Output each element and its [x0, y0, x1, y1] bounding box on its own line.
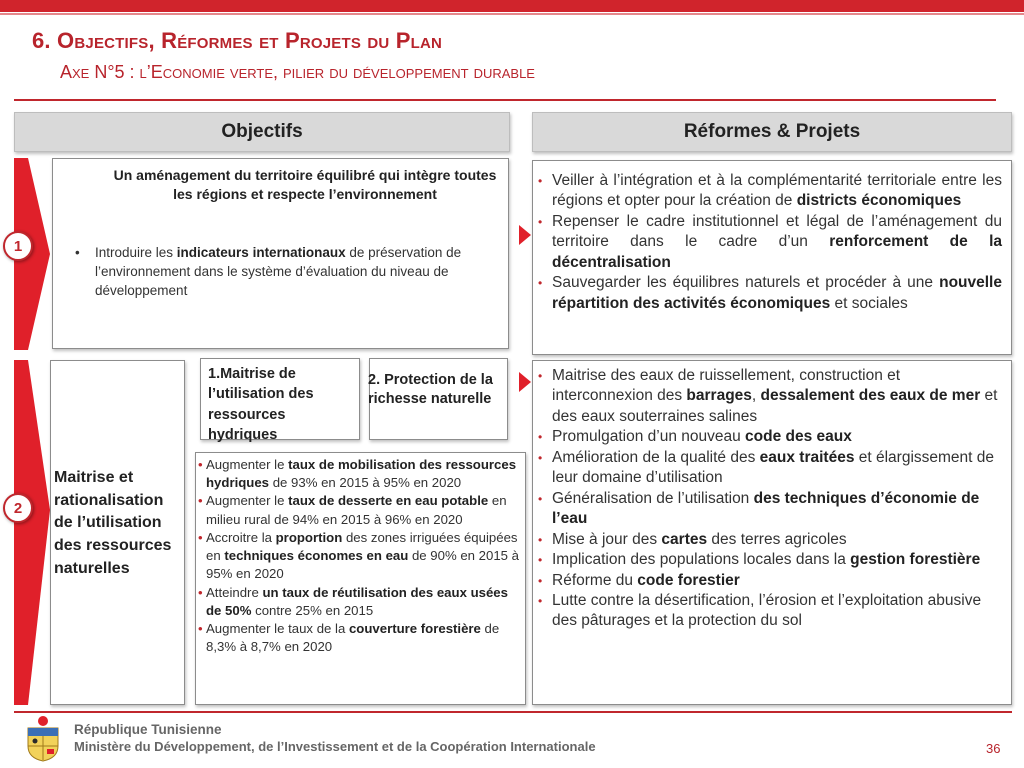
- section2-reform-item: • Lutte contre la désertification, l’érosion et l’exploitation abusive des pâturages et la protection du sol: [538, 591, 982, 630]
- bullet-dot-icon: •: [538, 369, 543, 383]
- s1-bullet-bold: indicateurs internationaux: [176, 245, 346, 260]
- sub-objective-1: 1.Maitrise de l’utilisation des ressources hydriques: [208, 366, 314, 443]
- section2-reform-item: • Promulgation d’un nouveau code des eaux: [538, 427, 1002, 447]
- bullet-dot-icon: •: [538, 174, 543, 188]
- page-title: 6. Objectifs, Réformes et Projets du Plan: [32, 28, 443, 53]
- section2-arrow-icon: [519, 372, 531, 392]
- target-item: • Augmenter le taux de la couverture forestière de 8,3% à 8,7% en 2020: [198, 620, 500, 655]
- objectifs-header: Objectifs: [14, 112, 510, 152]
- bullet-dot-icon: •: [198, 457, 203, 472]
- bullet-dot-icon: •: [198, 529, 203, 545]
- s1-bullet-post: de préservation de l’environnement dans le système d’évaluation du niveau de développement: [95, 245, 462, 298]
- bullet-dot-icon: •: [538, 450, 543, 465]
- footer-republic: République Tunisienne: [74, 722, 222, 737]
- bullet-dot-icon: •: [538, 593, 543, 608]
- section1-arrow-icon: [519, 225, 531, 245]
- sub-objective-2: 2. Protection de la richesse naturelle: [368, 372, 493, 407]
- bullet-dot-icon: •: [538, 276, 543, 291]
- section1-reform-item: • Veiller à l’intégration et à la complémentarité territoriale entre les régions et opter pour la création de districts économiques: [538, 172, 1002, 210]
- bullet-dot-icon: •: [538, 430, 543, 445]
- footer-ministry: Ministère du Développement, de l’Investissement et de la Coopération Internationale: [74, 739, 596, 754]
- page-subtitle: Axe N°5 : l’Economie verte, pilier du développement durable: [60, 62, 535, 82]
- bullet-dot-icon: •: [75, 245, 80, 260]
- target-item: • Atteindre un taux de réutilisation des eaux usées de 50% contre 25% en 2015: [198, 584, 508, 618]
- tunisia-coat-of-arms-icon: [24, 714, 62, 762]
- section2-number-badge: 2: [3, 493, 33, 523]
- section2-reforms-list: [538, 366, 1002, 632]
- bullet-dot-icon: •: [538, 553, 543, 568]
- section2-reform-item: • Implication des populations locales dans la gestion forestière: [538, 550, 1002, 570]
- section1-objective-bullet: [76, 244, 496, 301]
- top-accent-bar: [0, 0, 1024, 12]
- section2-reform-item: • Maitrise des eaux de ruissellement, construction et interconnexion des barrages, dessalement des eaux de mer et des eaux souterraines salines: [538, 367, 998, 425]
- target-item: • Augmenter le taux de desserte en eau potable en milieu rural de 94% en 2015 à 96% en 2020: [198, 493, 507, 527]
- section2-reform-item: • Réforme du code forestier: [538, 571, 1002, 591]
- footer-divider: [14, 711, 1012, 713]
- section1-reforms-list: [538, 171, 1002, 314]
- page-number: 36: [986, 741, 1001, 756]
- section1-reform-item: • Repenser le cadre institutionnel et légal de l’aménagement du territoire dans le cadre d’un renforcement de la décentralisation: [538, 212, 1002, 271]
- title-divider: [14, 99, 996, 101]
- top-accent-line: [0, 13, 1024, 15]
- reformes-header: Réformes & Projets: [532, 112, 1012, 152]
- bullet-dot-icon: •: [198, 620, 203, 636]
- bullet-dot-icon: •: [538, 532, 543, 547]
- section2-label: Maitrise et rationalisation de l’utilisation des ressources naturelles: [54, 469, 172, 577]
- section2-reform-item: • Généralisation de l’utilisation des techniques d’économie de l’eau: [538, 489, 980, 528]
- bullet-dot-icon: •: [198, 584, 203, 600]
- section1-heading: Un aménagement du territoire équilibré qui intègre toutes les régions et respecte l’environnement: [113, 167, 497, 203]
- section1-number-badge: 1: [3, 231, 33, 261]
- bullet-dot-icon: •: [538, 491, 543, 506]
- bullet-dot-icon: •: [538, 214, 543, 229]
- s1-bullet-pre: Introduire les: [95, 245, 177, 260]
- section1-reform-item: • Sauvegarder les équilibres naturels et procéder à une nouvelle répartition des activités économiques et sociales: [538, 274, 1002, 312]
- section2-red-band: [14, 360, 50, 705]
- target-item: • Augmenter le taux de mobilisation des ressources hydriques de 93% en 2015 à 95% en 2020: [198, 457, 517, 491]
- bullet-dot-icon: •: [198, 493, 203, 509]
- target-item: • Accroitre la proportion des zones irriguées équipées en techniques économes en eau de 90% en 2015 à 95% en 2020: [198, 529, 520, 582]
- section2-targets-list: [198, 456, 524, 656]
- section2-reform-item: • Mise à jour des cartes des terres agricoles: [538, 530, 1002, 550]
- bullet-dot-icon: •: [538, 573, 543, 588]
- section2-reform-item: • Amélioration de la qualité des eaux traitées et élargissement de leur domaine d’utilisation: [538, 448, 995, 487]
